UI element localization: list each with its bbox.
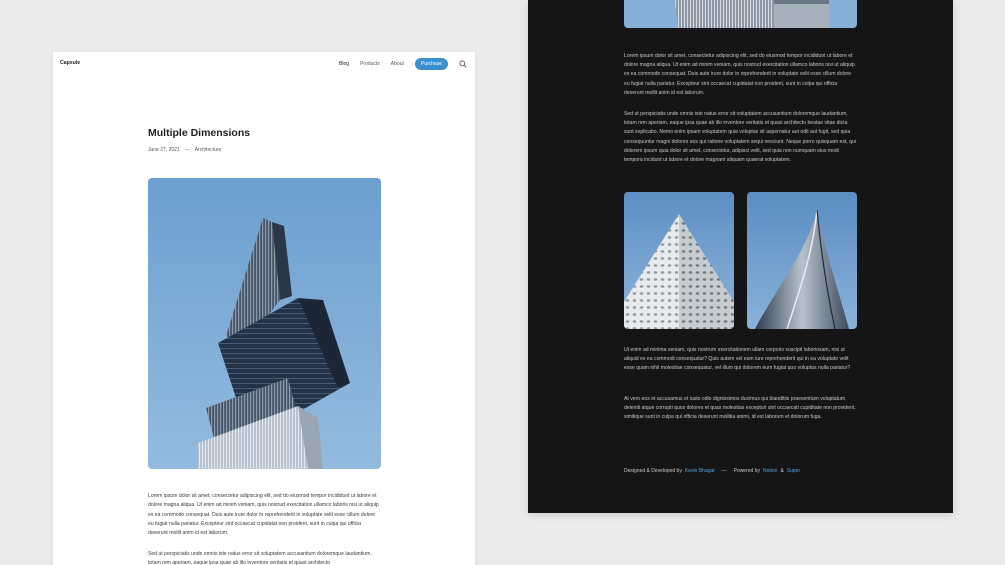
footer-separator: — bbox=[721, 468, 727, 474]
body-paragraph: Ut enim ad minima veniam, quis nostrum exercitationem ullam corporis suscipit laboriosam, nisi ut aliquid ex ea commodi consequatur? Quis autem vel eum iure reprehenderit qui in ea voluptate velit esse quam nihil molestiae consequatur, vel illum qui dolorem eum fugiat quo voluptas nulla pariatur? bbox=[624, 347, 851, 372]
post-title: Multiple Dimensions bbox=[148, 127, 251, 139]
nav-link-products[interactable]: Products bbox=[360, 61, 380, 67]
body-paragraph: At vero eos et accusamus et iusto odio dignissimos ducimus qui blanditiis praesentium voluptatum deleniti atque corrupti quos dolores et quas molestias excepturi sint occaecati cupiditate non provident, similique sunt in culpa qui officia deserunt mollitia animi, id est laborum et dolorum fuga. bbox=[624, 396, 856, 421]
footer-super-link[interactable]: Super bbox=[786, 468, 801, 474]
meta-separator: — bbox=[184, 147, 190, 153]
site-footer bbox=[624, 468, 800, 474]
main-nav bbox=[339, 58, 467, 70]
footer-notion-link[interactable]: Notion bbox=[762, 468, 778, 474]
light-page-preview bbox=[53, 52, 475, 565]
body-paragraph: Lorem ipsum dolor sit amet, consectetur adipiscing elit, sed do eiusmod tempor incididunt ut labore et dolore magna aliqua. Ut enim ad minim veniam, quis nostrud exercitation ullamco laboris nisi ut aliquip ex ea commodo consequat. Duis aute irure dolor in reprehenderit in voluptate velit esse cillum dolore eu fugiat nulla pariatur. Excepteur sint occaecat cupidatat non proident, sunt in culpa qui officia deserunt mollit anim id est laborum. bbox=[624, 53, 855, 96]
body-paragraph: Sed ut perspiciatis unde omnis iste natus error sit voluptatem accusantium doloremque laudantium, totam rem aperiam, eaque ipsa quae ab illo inventore veritatis et quasi architecto beatae vitae dicta sunt explicabo. Nemo enim ipsam voluptatem quia voluptas sit aspernatur aut odit aut fugit, sed quia consequuntur magni dolores eos qui ratione voluptatem sequi nesciunt. Neque porro quisquam est, qui dolorem ipsum quia dolor sit amet, consectetur, adipisci velit, sed quia non numquam eius modi tempora incidunt ut labore et dolore magnam aliquam quaerat voluptatem. bbox=[624, 111, 856, 164]
footer-author-link[interactable]: Kevin Bhagat bbox=[684, 468, 715, 474]
nav-link-about[interactable]: About bbox=[390, 61, 404, 67]
site-logo[interactable]: Capsule bbox=[60, 60, 81, 66]
search-icon[interactable] bbox=[459, 60, 467, 68]
site-header bbox=[53, 52, 475, 76]
footer-designed-label: Designed & Developed by bbox=[624, 468, 682, 474]
footer-amp: & bbox=[780, 468, 784, 474]
body-paragraph: Sed ut perspiciatis unde omnis iste natus error sit voluptatem accusantium doloremque laudantium, totam rem aperiam, eaque ipsa quae ab illo inventore veritatis et quasi architecto bbox=[148, 551, 372, 565]
dark-page-preview bbox=[528, 0, 953, 513]
top-building-image bbox=[624, 0, 857, 28]
footer-powered-label: Powered by bbox=[733, 468, 760, 474]
hero-building-image bbox=[148, 178, 381, 469]
perforated-building-image bbox=[624, 192, 734, 329]
purchase-button[interactable]: Purchase bbox=[415, 58, 448, 70]
post-date: June 27, 2021 bbox=[148, 147, 180, 153]
nav-link-blog[interactable]: Blog bbox=[339, 61, 350, 67]
post-category[interactable]: Architecture bbox=[194, 147, 222, 153]
twisted-tower-image bbox=[747, 192, 857, 329]
post-meta bbox=[148, 147, 221, 153]
body-paragraph: Lorem ipsum dolor sit amet, consectetur adipiscing elit, sed do eiusmod tempor incididunt ut labore et dolore magna aliqua. Ut enim ad minim veniam, quis nostrud exercitation ullamco laboris nisi ut aliquip ex ea commodo consequat. Duis aute irure dolor in reprehenderit in voluptate velit esse cillum dolore eu fugiat nulla pariatur. Excepteur sint occaecat cupidatat non proident, sunt in culpa qui officia deserunt mollit anim id est laborum. bbox=[148, 493, 379, 537]
